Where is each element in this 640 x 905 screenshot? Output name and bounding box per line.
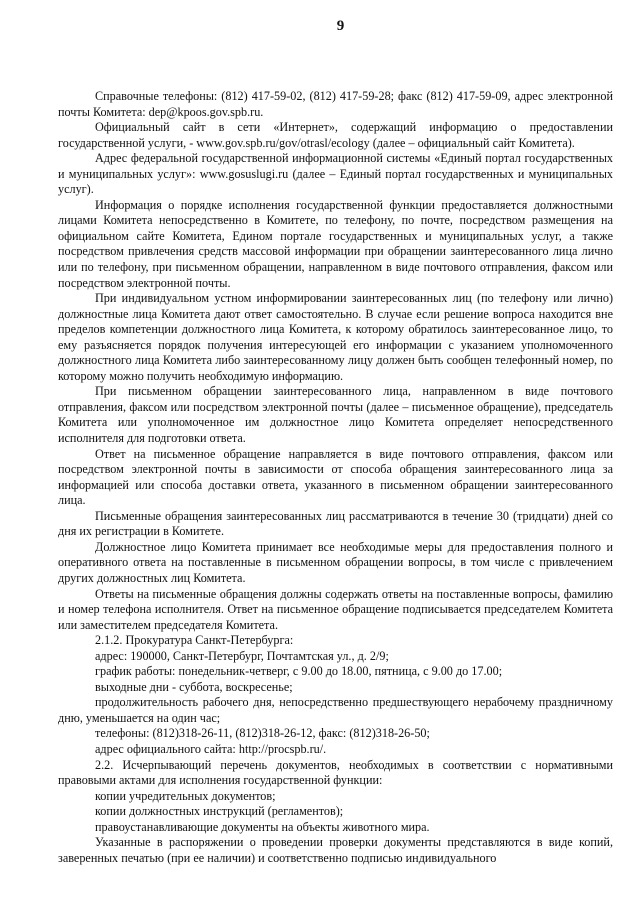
section-heading-prosecutor: 2.1.2. Прокуратура Санкт-Петербурга: xyxy=(95,633,294,648)
paragraph-answer-delivery: Ответ на письменное обращение направляется в виде почтового отправления, факсом или посредством электронной почты в зависимости от способа обращения заинтересованного лица за информацией или способа доставки ответа, указанного в письменном обращении заинтересованного лица. xyxy=(58,446,613,508)
paragraph-prosecutor-schedule: график работы: понедельник-четверг, с 9.00 до 18.00, пятница, с 9.00 до 17.00; xyxy=(95,664,503,679)
paragraph-official-site: Официальный сайт в сети «Интернет», содержащий информацию о предоставлении государственной услуги, - www.gov.spb.ru/gov/otrasl/ecology (далее – официальный сайт Комитета). xyxy=(58,120,613,150)
paragraph-contact-phones: Справочные телефоны: (812) 417-59-02, (812) 417-59-28; факс (812) 417-59-09, адрес электронной почты Комитета: dep@kpoos.gov.spb.ru. xyxy=(58,89,613,119)
paragraph-document-copies: Указанные в распоряжении о проведении проверки документы представляются в виде копий, заверенных печатью (при ее наличии) и соответственно подписью индивидуального xyxy=(58,835,613,865)
paragraph-unified-portal: Адрес федеральной государственной информационной системы «Единый портал государственных и муниципальных услуг»: www.gosuslugi.ru (далее – Единый портал государственных и муниципальных услуг). xyxy=(58,151,613,197)
document-body xyxy=(58,89,613,866)
paragraph-oral-informing: При индивидуальном устном информировании заинтересованных лиц (по телефону или лично) должностные лица Комитета дают ответ самостоятельно. В случае если решение вопроса находится вне пределов компетенции должностного лица Комитета, к которому обратилось заинтересованное лицо, то ему разъясняется порядок получения интересующей его информации с указанием уполномоченного должностного лица Комитета либо заинтересованному лицу должен быть сообщен телефонный номер, по которому можно получить необходимую информацию. xyxy=(58,291,613,383)
paragraph-prosecutor-preholiday: продолжительность рабочего дня, непосредственно предшествующего нерабочему праздничному дню, уменьшается на один час; xyxy=(58,695,613,725)
paragraph-prosecutor-address: адрес: 190000, Санкт-Петербург, Почтамтская ул., д. 2/9; xyxy=(95,648,389,663)
paragraph-answer-content: Ответы на письменные обращения должны содержать ответы на поставленные вопросы, фамилию и номер телефона исполнителя. Ответ на письменное обращение подписывается председателем Комитета или заместителем председателя Комитета. xyxy=(58,586,613,632)
list-item-title-documents: правоустанавливающие документы на объекты животного мира. xyxy=(95,819,430,834)
paragraph-prosecutor-phones: телефоны: (812)318-26-11, (812)318-26-12, факс: (812)318-26-50; xyxy=(95,726,430,741)
list-item-job-instructions: копии должностных инструкций (регламентов); xyxy=(95,804,344,819)
page-number: 9 xyxy=(336,18,345,34)
section-heading-documents: 2.2. Исчерпывающий перечень документов, необходимых в соответствии с нормативными правовыми актами для исполнения государственной функции: xyxy=(58,757,613,788)
list-item-founding-documents: копии учредительных документов; xyxy=(95,788,276,803)
paragraph-prosecutor-days-off: выходные дни - суббота, воскресенье; xyxy=(95,679,293,694)
paragraph-written-request: При письменном обращении заинтересованного лица, направленном в виде почтового отправления, факсом или посредством электронной почты (далее – письменное обращение), председатель Комитета или уполномоченное им должностное лицо Комитета определяет непосредственного исполнителя для подготовки ответа. xyxy=(58,384,613,446)
paragraph-information-procedure: Информация о порядке исполнения государственной функции предоставляется должностными лицами Комитета непосредственно в Комитете, по телефону, по почте, посредством размещения на официальном сайте Комитета, Едином портале государственных и муниципальных услуг, а также посредством привлечения средств массовой информации при обращении заинтересованного лица лично или по телефону, при письменном обращении, направленном в виде почтового отправления, факсом или посредством электронной почты. xyxy=(58,197,613,290)
paragraph-official-measures: Должностное лицо Комитета принимает все необходимые меры для предоставления полного и оперативного ответа на поставленные в письменном обращении вопросы, в том числе с привлечением других должностных лиц Комитета. xyxy=(58,539,613,585)
paragraph-prosecutor-site: адрес официального сайта: http://procspb.ru/. xyxy=(95,741,327,756)
paragraph-review-period: Письменные обращения заинтересованных лиц рассматриваются в течение 30 (тридцати) дней со дня их регистрации в Комитете. xyxy=(58,508,613,539)
